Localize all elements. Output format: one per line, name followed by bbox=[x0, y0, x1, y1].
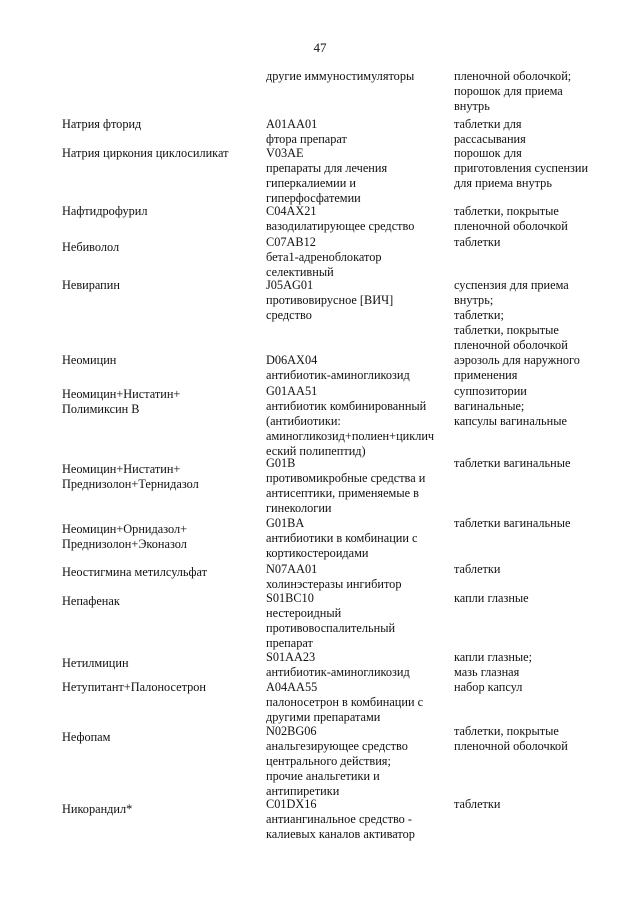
text-line: Преднизолон+Тернидазол bbox=[62, 477, 199, 491]
text-line: S01AA23 bbox=[266, 650, 316, 664]
text-line: C04AX21 bbox=[266, 204, 317, 218]
text-line: палоносетрон в комбинации с bbox=[266, 695, 424, 709]
atc-code-group bbox=[266, 562, 450, 592]
text-line: S01BC10 bbox=[266, 591, 314, 605]
text-line: Нефопам bbox=[62, 730, 111, 744]
drug-name bbox=[62, 680, 258, 695]
text-line: антибиотик-аминогликозид bbox=[266, 368, 410, 382]
dosage-form bbox=[454, 456, 634, 471]
dosage-form bbox=[454, 204, 634, 234]
text-line: пленочной оболочкой bbox=[454, 338, 568, 352]
drug-name bbox=[62, 204, 258, 219]
text-line: применения bbox=[454, 368, 518, 382]
text-line: Преднизолон+Эконазол bbox=[62, 537, 187, 551]
text-line: другие иммуностимуляторы bbox=[266, 69, 415, 83]
text-line: таблетки вагинальные bbox=[454, 516, 571, 530]
text-line: Натрия циркония циклосиликат bbox=[62, 146, 229, 160]
text-line: Полимиксин B bbox=[62, 402, 140, 416]
text-line: C07AB12 bbox=[266, 235, 316, 249]
text-line: (антибиотики: bbox=[266, 414, 341, 428]
text-line: гиперкалиемии и bbox=[266, 176, 356, 190]
text-line: антибиотик-аминогликозид bbox=[266, 665, 410, 679]
text-line: D06AX04 bbox=[266, 353, 318, 367]
dosage-form bbox=[454, 146, 634, 191]
dosage-form bbox=[454, 797, 634, 812]
text-line: антибиотик комбинированный bbox=[266, 399, 427, 413]
text-line: Невирапин bbox=[62, 278, 120, 292]
atc-code-group bbox=[266, 650, 450, 680]
text-line: холинэстеразы ингибитор bbox=[266, 577, 402, 591]
dosage-form bbox=[454, 724, 634, 754]
text-line: пленочной оболочкой; bbox=[454, 69, 572, 83]
text-line: G01AA51 bbox=[266, 384, 318, 398]
atc-code-group bbox=[266, 204, 450, 234]
text-line: пленочной оболочкой bbox=[454, 739, 568, 753]
text-line: внутрь bbox=[454, 99, 490, 113]
drug-name bbox=[62, 594, 258, 609]
atc-code-group bbox=[266, 353, 450, 383]
dosage-form bbox=[454, 516, 634, 531]
text-line: N07AA01 bbox=[266, 562, 318, 576]
text-line: капли глазные; bbox=[454, 650, 533, 664]
text-line: приготовления суспензии bbox=[454, 161, 589, 175]
text-line: Никорандил* bbox=[62, 802, 133, 816]
text-line: аминогликозид+полиен+циклич bbox=[266, 429, 435, 443]
drug-name bbox=[62, 522, 258, 552]
text-line: набор капсул bbox=[454, 680, 523, 694]
text-line: Неомицин+Орнидазол+ bbox=[62, 522, 188, 536]
text-line: антибиотики в комбинации с bbox=[266, 531, 418, 545]
text-line: кортикостероидами bbox=[266, 546, 369, 560]
text-line: антипиретики bbox=[266, 784, 340, 798]
text-line: селективный bbox=[266, 265, 334, 279]
drug-name bbox=[62, 462, 258, 492]
drug-name bbox=[62, 387, 258, 417]
dosage-form bbox=[454, 117, 634, 147]
atc-code-group bbox=[266, 591, 450, 651]
dosage-form bbox=[454, 69, 634, 114]
text-line: порошок для приема bbox=[454, 84, 563, 98]
text-line: центрального действия; bbox=[266, 754, 391, 768]
atc-code-group bbox=[266, 797, 450, 842]
text-line: препарат bbox=[266, 636, 313, 650]
dosage-form bbox=[454, 680, 634, 695]
drug-name bbox=[62, 240, 258, 255]
atc-code-group bbox=[266, 456, 450, 516]
text-line: рассасывания bbox=[454, 132, 526, 146]
drug-name bbox=[62, 353, 258, 368]
text-line: Неостигмина метилсульфат bbox=[62, 565, 208, 579]
text-line: Натрия фторид bbox=[62, 117, 142, 131]
text-line: мазь глазная bbox=[454, 665, 520, 679]
atc-code-group bbox=[266, 278, 450, 323]
text-line: таблетки, покрытые bbox=[454, 724, 559, 738]
text-line: таблетки, покрытые bbox=[454, 323, 559, 337]
text-line: гиперфосфатемии bbox=[266, 191, 361, 205]
text-line: таблетки, покрытые bbox=[454, 204, 559, 218]
drug-name bbox=[62, 146, 258, 161]
dosage-form bbox=[454, 235, 634, 250]
text-line: антиангинальное средство - bbox=[266, 812, 412, 826]
text-line: еский полипептид) bbox=[266, 444, 366, 458]
atc-code-group bbox=[266, 384, 450, 459]
text-line: Нетупитант+Палоносетрон bbox=[62, 680, 206, 694]
dosage-form bbox=[454, 562, 634, 577]
text-line: противовоспалительный bbox=[266, 621, 396, 635]
atc-code-group bbox=[266, 146, 450, 206]
text-line: таблетки bbox=[454, 797, 501, 811]
text-line: препараты для лечения bbox=[266, 161, 388, 175]
text-line: Неомицин bbox=[62, 353, 117, 367]
text-line: J05AG01 bbox=[266, 278, 314, 292]
text-line: анальгезирующее средство bbox=[266, 739, 408, 753]
text-line: капсулы вагинальные bbox=[454, 414, 567, 428]
text-line: таблетки для bbox=[454, 117, 522, 131]
drug-name bbox=[62, 565, 258, 580]
page-number: 47 bbox=[313, 40, 327, 55]
atc-code-group bbox=[266, 724, 450, 799]
atc-code-group bbox=[266, 516, 450, 561]
text-line: Непафенак bbox=[62, 594, 120, 608]
drug-name bbox=[62, 656, 258, 671]
text-line: G01BA bbox=[266, 516, 305, 530]
text-line: Нафтидрофурил bbox=[62, 204, 148, 218]
text-line: антисептики, применяемые в bbox=[266, 486, 419, 500]
atc-code-group bbox=[266, 235, 450, 280]
text-line: прочие анальгетики и bbox=[266, 769, 380, 783]
text-line: другими препаратами bbox=[266, 710, 381, 724]
text-line: таблетки вагинальные bbox=[454, 456, 571, 470]
text-line: противомикробные средства и bbox=[266, 471, 426, 485]
dosage-form bbox=[454, 650, 634, 680]
atc-code-group bbox=[266, 69, 450, 84]
text-line: C01DX16 bbox=[266, 797, 317, 811]
text-line: нестероидный bbox=[266, 606, 342, 620]
dosage-form bbox=[454, 278, 634, 353]
text-line: средство bbox=[266, 308, 312, 322]
drug-name bbox=[62, 802, 258, 817]
text-line: внутрь; bbox=[454, 293, 494, 307]
text-line: N02BG06 bbox=[266, 724, 317, 738]
dosage-form bbox=[454, 353, 634, 383]
text-line: бета1-адреноблокатор bbox=[266, 250, 382, 264]
text-line: калиевых каналов активатор bbox=[266, 827, 415, 841]
atc-code-group bbox=[266, 680, 450, 725]
drug-name bbox=[62, 730, 258, 745]
drug-name bbox=[62, 278, 258, 293]
text-line: вазодилатирующее средство bbox=[266, 219, 415, 233]
text-line: суспензия для приема bbox=[454, 278, 569, 292]
dosage-form bbox=[454, 384, 634, 429]
text-line: A01AA01 bbox=[266, 117, 318, 131]
text-line: суппозитории bbox=[454, 384, 527, 398]
text-line: гинекологии bbox=[266, 501, 332, 515]
text-line: G01B bbox=[266, 456, 296, 470]
text-line: Неомицин+Нистатин+ bbox=[62, 387, 181, 401]
text-line: Неомицин+Нистатин+ bbox=[62, 462, 181, 476]
drug-name bbox=[62, 117, 258, 132]
text-line: фтора препарат bbox=[266, 132, 347, 146]
text-line: вагинальные; bbox=[454, 399, 525, 413]
text-line: капли глазные bbox=[454, 591, 529, 605]
text-line: противовирусное [ВИЧ] bbox=[266, 293, 394, 307]
text-line: таблетки bbox=[454, 235, 501, 249]
text-line: Небиволол bbox=[62, 240, 120, 254]
text-line: аэрозоль для наружного bbox=[454, 353, 580, 367]
text-line: таблетки; bbox=[454, 308, 504, 322]
text-line: порошок для bbox=[454, 146, 522, 160]
text-line: пленочной оболочкой bbox=[454, 219, 568, 233]
text-line: таблетки bbox=[454, 562, 501, 576]
text-line: A04AA55 bbox=[266, 680, 318, 694]
text-line: для приема внутрь bbox=[454, 176, 552, 190]
text-line: V03AE bbox=[266, 146, 304, 160]
dosage-form bbox=[454, 591, 634, 606]
atc-code-group bbox=[266, 117, 450, 147]
text-line: Нетилмицин bbox=[62, 656, 129, 670]
